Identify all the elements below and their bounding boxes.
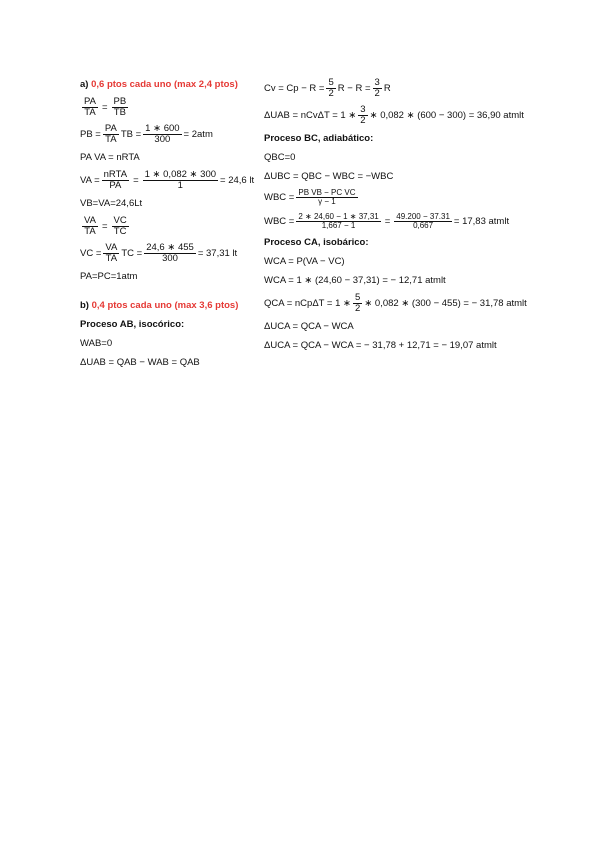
equation-q-ca: QCA = nCpΔT = 1 ∗ $\frac{5}{2}$ ∗ 0,082 ∗ (300 − 455) = − 31,78 atmlt (264, 292, 527, 315)
right-column (264, 78, 564, 358)
equation-w-ab: WAB=0 (80, 337, 113, 349)
equation-du-ca-formula: ΔUCA = QCA − WCA (264, 321, 354, 333)
equation-ideal-gas: PA VA = nRTA (80, 151, 140, 163)
process-ab-title: Proceso AB, isocórico: (80, 318, 185, 330)
equation-w-ca-value: WCA = 1 ∗ (24,60 − 37,31) = − 12,71 atmlt (264, 275, 446, 287)
equation-du-ca-value: ΔUCA = QCA − WCA = − 31,78 + 12,71 = − 19,07 atmlt (264, 340, 497, 352)
equation-va: VA = $\frac{\text{nRTA}}{PA}$ = $\frac{1 ∗ 0,082 ∗ 300}{1}$ = 24,6 lt (80, 168, 255, 191)
heading-b-points: 0,4 ptos cada uno (max 3,6 ptos) (91, 299, 239, 311)
heading-a: a) 0,6 ptos cada uno (max 2,4 ptos) (80, 79, 238, 90)
process-ca-title: Proceso CA, isobárico: (264, 237, 369, 249)
equation-du-ab-value: ΔUAB = nCvΔT = 1 ∗ $\frac{3}{2}$ ∗ 0,082 ∗ (600 − 300) = 36,90 atmlt (264, 103, 524, 126)
equation-du-ab: ΔUAB = QAB − WAB = QAB (80, 356, 200, 368)
equation-volume-ratio: $\frac{VA}{TA}$ = $\frac{VC}{TC}$ (84, 214, 127, 237)
equation-cv: Cv = Cp − R = $\frac{5}{2}$ R − R = $\frac{3}{2}$ R (264, 77, 391, 99)
equation-pressure-ratio: $\frac{PA}{TA}$ = $\frac{PB}{TB}$ (84, 96, 127, 118)
equation-w-ca-formula: WCA = P(VA − VC) (264, 256, 345, 268)
equation-du-bc: ΔUBC = QBC − WBC = −WBC (264, 170, 394, 182)
equation-vc: VC = $\frac{VA}{TA}$ TC = $\frac{24,6 ∗ 455}{300}$ = 37,31 lt (80, 241, 238, 264)
equation-w-bc-value: WBC = $\frac{2 ∗ 24,60 - 1 ∗ 37,31}{1,667 - 1}$ = $\frac{49.200 - 37.31}{0,667}$ = 17,83 atmlt (264, 211, 510, 231)
equation-q-bc: QBC=0 (264, 151, 296, 163)
heading-a-points: 0,6 ptos cada uno (max 2,4 ptos) (91, 79, 238, 90)
heading-b: b) 0,4 ptos cada uno (max 3,6 ptos) (80, 299, 239, 311)
process-bc-title: Proceso BC, adiabático: (264, 132, 374, 144)
equation-pb: PB = $\frac{PA}{TA}$ TB = $\frac{1 ∗ 600}{300}$ = 2atm (80, 122, 213, 145)
left-column (80, 78, 255, 375)
equation-w-bc-formula: WBC = $\frac{\text{PB VB − PC VC}}{\gamma - 1}$ (264, 187, 356, 207)
equation-vb: VB=VA=24,6Lt (80, 197, 143, 209)
equation-pa-pc: PA=PC=1atm (80, 270, 138, 282)
